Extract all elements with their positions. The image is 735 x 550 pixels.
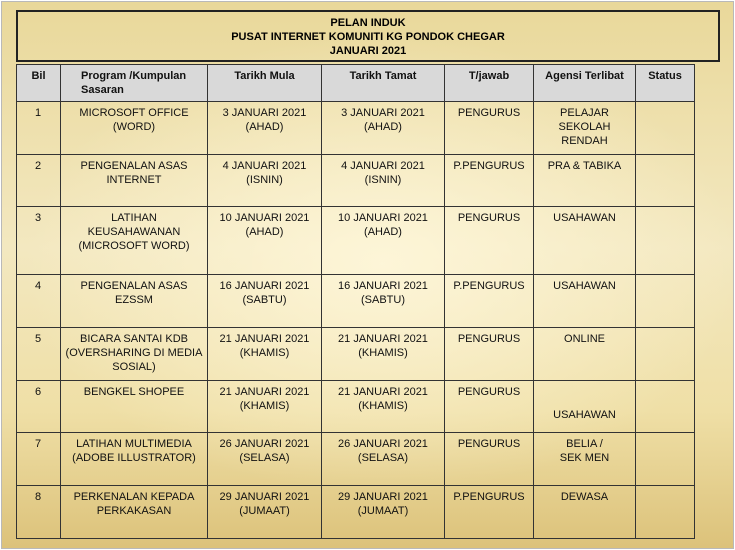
cell-tjawab: P.PENGURUS <box>445 486 534 539</box>
cell-agensi-line: USAHAWAN <box>553 212 616 224</box>
cell-agensi <box>534 433 636 486</box>
cell-agensi <box>534 328 636 381</box>
cell-tjawab: PENGURUS <box>445 381 534 433</box>
cell-agensi-line: ONLINE <box>564 333 605 345</box>
cell-tarikh-tamat <box>322 155 445 207</box>
schedule-table <box>16 64 695 539</box>
cell-tarikh-tamat-line: (KHAMIS) <box>358 347 408 359</box>
cell-tarikh-tamat-line: (SELASA) <box>357 452 409 464</box>
cell-tarikh-tamat-line: (AHAD) <box>364 121 402 133</box>
cell-tarikh-mula <box>208 486 322 539</box>
cell-tarikh-tamat <box>322 207 445 275</box>
cell-tjawab: PENGURUS <box>445 328 534 381</box>
cell-program-line: PERKAKASAN <box>96 505 172 517</box>
cell-agensi <box>534 381 636 433</box>
cell-tjawab: P.PENGURUS <box>445 275 534 328</box>
table-row <box>17 486 695 539</box>
cell-tarikh-mula-line: 10 JANUARI 2021 <box>219 212 310 224</box>
cell-program-line: EZSSM <box>115 294 153 306</box>
cell-tarikh-mula-line: 16 JANUARI 2021 <box>219 280 310 292</box>
cell-bil: 1 <box>17 102 61 155</box>
cell-agensi-line: USAHAWAN <box>553 409 616 421</box>
cell-tarikh-tamat-line: 29 JANUARI 2021 <box>338 491 428 503</box>
table-row <box>17 275 695 328</box>
cell-tarikh-tamat-line: (JUMAAT) <box>357 505 409 517</box>
cell-agensi-line: PELAJAR <box>560 107 609 119</box>
cell-program-line: PERKENALAN KEPADA <box>73 491 195 503</box>
cell-program <box>61 328 208 381</box>
cell-bil: 3 <box>17 207 61 275</box>
cell-agensi-line: USAHAWAN <box>553 280 616 292</box>
cell-tarikh-mula <box>208 433 322 486</box>
cell-tarikh-tamat <box>322 102 445 155</box>
cell-agensi-line: SEKOLAH <box>558 121 611 133</box>
cell-bil: 6 <box>17 381 61 433</box>
cell-tarikh-mula-line: (SABTU) <box>242 294 287 306</box>
cell-agensi-line: RENDAH <box>561 135 608 147</box>
cell-agensi <box>534 486 636 539</box>
cell-bil: 8 <box>17 486 61 539</box>
table-header-row <box>17 65 695 102</box>
cell-program-line: BENGKEL SHOPEE <box>83 386 185 398</box>
cell-program-line: KEUSAHAWANAN <box>87 226 181 238</box>
cell-tarikh-mula <box>208 207 322 275</box>
cell-tarikh-tamat-line: (SABTU) <box>361 294 405 306</box>
cell-tarikh-tamat <box>322 328 445 381</box>
cell-tjawab: PENGURUS <box>445 207 534 275</box>
cell-program-line: (MICROSOFT WORD) <box>78 240 190 252</box>
table-row <box>17 155 695 207</box>
header-subtitle: PUSAT INTERNET KOMUNITI KG PONDOK CHEGAR <box>231 31 505 43</box>
cell-status <box>636 328 695 381</box>
cell-agensi-line: PRA & TABIKA <box>547 160 622 172</box>
cell-tarikh-mula-line: (ISNIN) <box>246 174 283 186</box>
cell-program <box>61 102 208 155</box>
table-row <box>17 207 695 275</box>
cell-tarikh-mula-line: (KHAMIS) <box>239 347 290 359</box>
cell-tjawab: P.PENGURUS <box>445 155 534 207</box>
cell-program <box>61 381 208 433</box>
cell-tarikh-mula <box>208 102 322 155</box>
cell-bil: 2 <box>17 155 61 207</box>
cell-tjawab: PENGURUS <box>445 433 534 486</box>
cell-program-line: PENGENALAN ASAS <box>80 280 188 292</box>
cell-tarikh-tamat-line: 21 JANUARI 2021 <box>338 386 428 398</box>
cell-tarikh-tamat-line: 26 JANUARI 2021 <box>338 438 428 450</box>
cell-tarikh-mula-line: 4 JANUARI 2021 <box>222 160 307 172</box>
cell-agensi <box>534 275 636 328</box>
cell-tarikh-mula <box>208 155 322 207</box>
cell-bil: 4 <box>17 275 61 328</box>
table-row <box>17 433 695 486</box>
table-row <box>17 102 695 155</box>
cell-status <box>636 102 695 155</box>
cell-tarikh-mula <box>208 328 322 381</box>
cell-program <box>61 486 208 539</box>
cell-tarikh-mula-line: (JUMAAT) <box>239 505 290 517</box>
cell-tarikh-mula-line: 3 JANUARI 2021 <box>222 107 307 119</box>
col-header-tjawab: T/jawab <box>445 65 534 102</box>
cell-tarikh-tamat-line: 10 JANUARI 2021 <box>338 212 428 224</box>
col-header-agensi: Agensi Terlibat <box>534 65 636 102</box>
table-row <box>17 328 695 381</box>
col-header-program: Program /Kumpulan Sasaran <box>61 65 208 102</box>
cell-status <box>636 207 695 275</box>
cell-program-line: (WORD) <box>112 121 156 133</box>
cell-tarikh-tamat <box>322 486 445 539</box>
cell-tarikh-tamat <box>322 381 445 433</box>
cell-agensi <box>534 155 636 207</box>
cell-status <box>636 275 695 328</box>
header-month: JANUARI 2021 <box>329 45 407 57</box>
cell-tarikh-tamat <box>322 275 445 328</box>
cell-status <box>636 155 695 207</box>
cell-agensi-line: BELIA / <box>566 438 603 450</box>
cell-program-line: PENGENALAN ASAS <box>80 160 188 172</box>
col-header-tarikh-tamat: Tarikh Tamat <box>322 65 445 102</box>
cell-bil: 7 <box>17 433 61 486</box>
cell-agensi-line: SEK MEN <box>559 452 610 464</box>
cell-tarikh-mula-line: 21 JANUARI 2021 <box>219 386 310 398</box>
cell-tarikh-mula-line: 29 JANUARI 2021 <box>219 491 310 503</box>
cell-tarikh-tamat-line: 3 JANUARI 2021 <box>341 107 425 119</box>
col-header-bil: Bil <box>17 65 61 102</box>
col-header-tarikh-mula: Tarikh Mula <box>208 65 322 102</box>
cell-tarikh-mula-line: 21 JANUARI 2021 <box>219 333 310 345</box>
cell-program-line: (OVERSHARING DI MEDIA <box>65 347 203 359</box>
cell-program-line: (ADOBE ILLUSTRATOR) <box>72 452 196 464</box>
table-row <box>17 381 695 433</box>
cell-tjawab: PENGURUS <box>445 102 534 155</box>
cell-tarikh-mula-line: (SELASA) <box>239 452 290 464</box>
cell-tarikh-mula <box>208 381 322 433</box>
header-title: PELAN INDUK <box>330 17 406 29</box>
cell-tarikh-mula-line: (AHAD) <box>245 226 284 238</box>
cell-status <box>636 381 695 433</box>
slide <box>1 1 734 549</box>
cell-bil: 5 <box>17 328 61 381</box>
cell-tarikh-mula-line: 26 JANUARI 2021 <box>219 438 310 450</box>
cell-tarikh-tamat-line: 21 JANUARI 2021 <box>338 333 428 345</box>
cell-program-line: BICARA SANTAI KDB <box>80 333 188 345</box>
cell-agensi <box>534 207 636 275</box>
cell-status <box>636 433 695 486</box>
cell-tarikh-mula-line: (KHAMIS) <box>239 400 290 412</box>
cell-tarikh-tamat-line: 4 JANUARI 2021 <box>341 160 425 172</box>
cell-program-line: MICROSOFT OFFICE <box>79 107 189 119</box>
cell-status <box>636 486 695 539</box>
cell-program-line: INTERNET <box>106 174 162 186</box>
cell-program <box>61 275 208 328</box>
cell-tarikh-tamat-line: (KHAMIS) <box>358 400 408 412</box>
cell-program-line: SOSIAL) <box>112 361 156 373</box>
cell-program <box>61 433 208 486</box>
cell-tarikh-tamat-line: (AHAD) <box>364 226 402 238</box>
cell-tarikh-tamat-line: (ISNIN) <box>364 174 402 186</box>
col-header-status: Status <box>636 65 695 102</box>
document-header <box>16 10 720 62</box>
cell-agensi-line: DEWASA <box>560 491 609 503</box>
cell-tarikh-mula <box>208 275 322 328</box>
cell-program-line: LATIHAN MULTIMEDIA <box>76 438 192 450</box>
cell-tarikh-tamat-line: 16 JANUARI 2021 <box>338 280 428 292</box>
cell-program-line: LATIHAN <box>111 212 157 224</box>
cell-agensi <box>534 102 636 155</box>
cell-tarikh-tamat <box>322 433 445 486</box>
cell-tarikh-mula-line: (AHAD) <box>245 121 284 133</box>
cell-program <box>61 155 208 207</box>
cell-program <box>61 207 208 275</box>
